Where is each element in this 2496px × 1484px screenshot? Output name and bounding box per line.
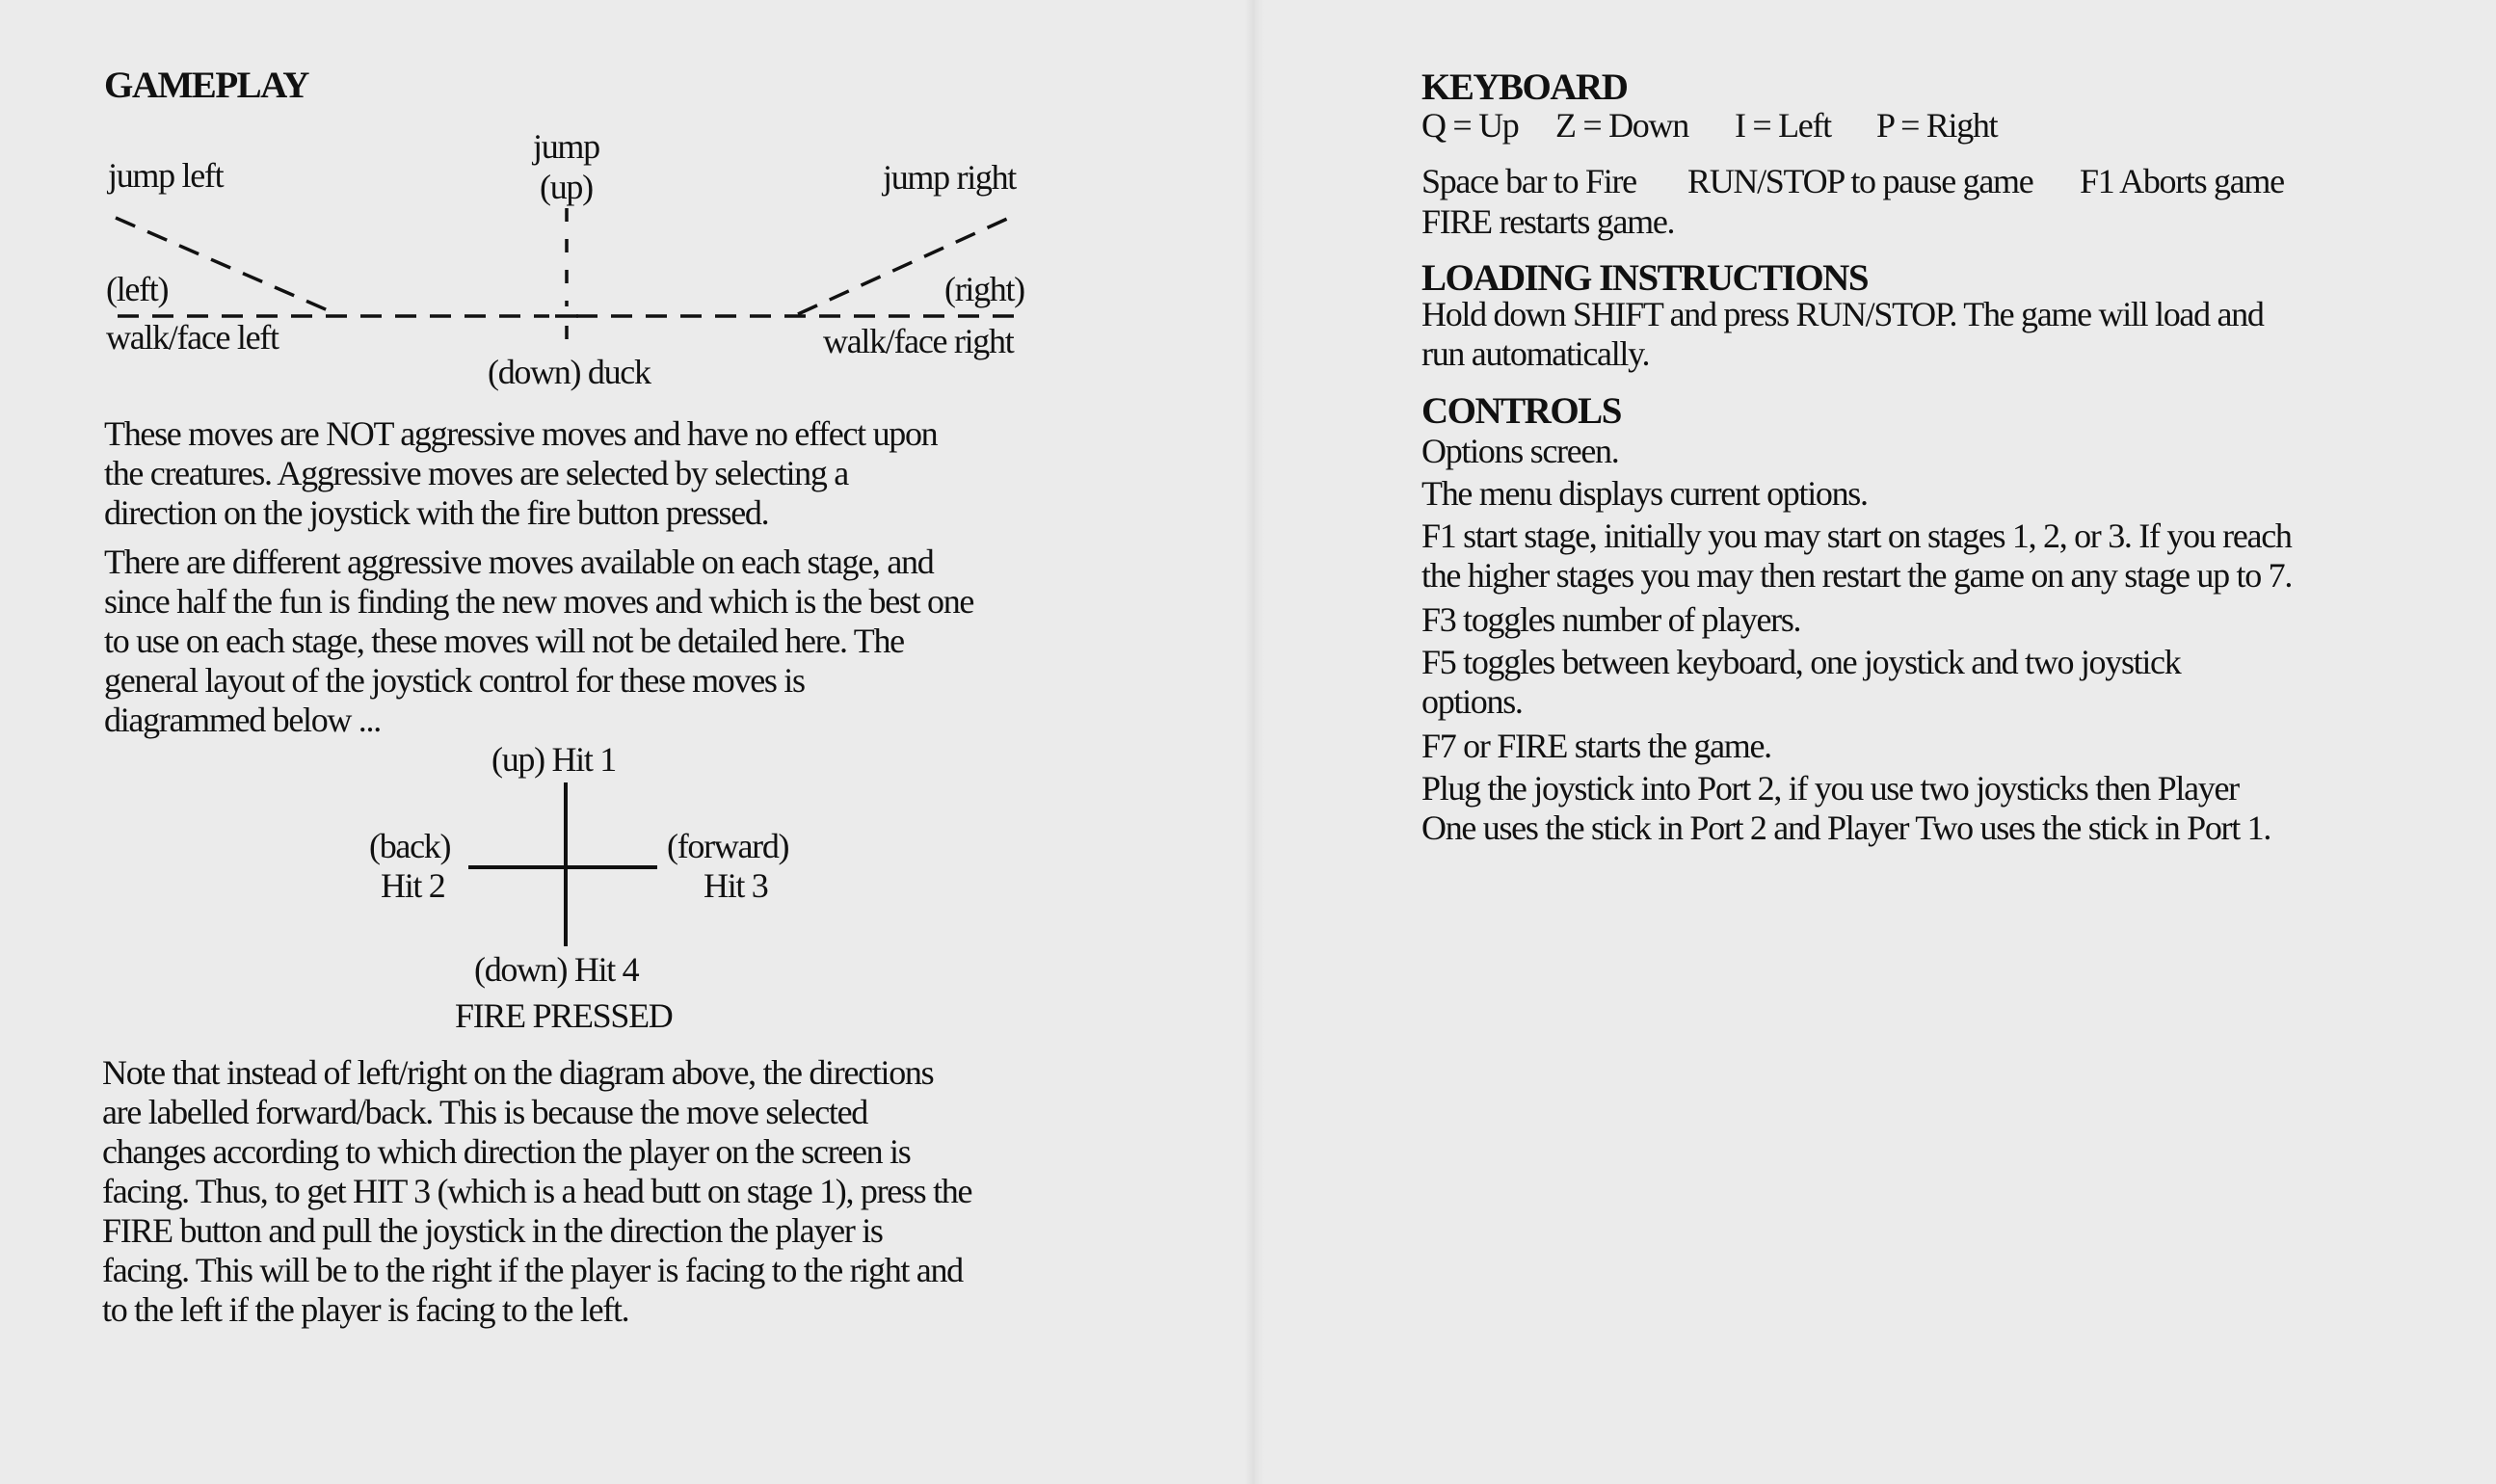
label-left: (left) [106, 270, 169, 308]
controls-line: One uses the stick in Port 2 and Player Two uses the stick in Port 1. [1421, 808, 2271, 847]
text-line: general layout of the joystick control for these moves is [104, 661, 805, 700]
label-down-duck: (down) duck [488, 353, 651, 391]
text-line: run automatically. [1421, 334, 1650, 373]
controls-heading: CONTROLS [1421, 390, 1621, 432]
controls-line: the higher stages you may then restart the game on any stage up to 7. [1421, 556, 2293, 595]
text-line: FIRE button and pull the joystick in the direction the player is [102, 1211, 883, 1250]
page-fold [1245, 0, 1264, 1484]
label-forward: (forward) [667, 827, 789, 865]
label-jump-left: jump left [108, 156, 224, 195]
controls-line: F3 toggles number of players. [1421, 600, 1801, 639]
loading-paragraph [1421, 295, 2264, 374]
controls-line: options. [1421, 682, 1523, 721]
key-down: Z = Down [1555, 106, 1688, 145]
label-fire-pressed: FIRE PRESSED [455, 996, 673, 1035]
f1-aborts: F1 Aborts game [2080, 162, 2284, 200]
label-back: (back) [369, 827, 451, 865]
right-page [1264, 0, 2496, 1484]
text-line: are labelled forward/back. This is because the move selected [102, 1093, 867, 1131]
label-jump-right: jump right [883, 158, 1016, 197]
left-page [0, 0, 1245, 1484]
fire-restarts: FIRE restarts game. [1421, 202, 1675, 241]
text-line: the creatures. Aggressive moves are selected by selecting a [104, 454, 848, 492]
key-right: P = Right [1876, 106, 1998, 145]
text-line: direction on the joystick with the fire button pressed. [104, 493, 769, 532]
gameplay-heading: GAMEPLAY [104, 65, 308, 106]
controls-line: The menu displays current options. [1421, 474, 1868, 513]
text-line: diagrammed below ... [104, 701, 381, 739]
key-left: I = Left [1735, 106, 1831, 145]
controls-line: Options screen. [1421, 432, 1619, 470]
run-stop-pause: RUN/STOP to pause game [1687, 162, 2033, 200]
controls-line: F5 toggles between keyboard, one joystick and two joystick [1421, 643, 2181, 681]
loading-heading: LOADING INSTRUCTIONS [1421, 257, 1869, 299]
space-bar-fire: Space bar to Fire [1421, 162, 1636, 200]
text-line: to use on each stage, these moves will not be detailed here. The [104, 622, 904, 660]
text-line: facing. This will be to the right if the player is facing to the right and [102, 1251, 963, 1289]
key-up: Q = Up [1421, 106, 1519, 145]
label-down-hit4: (down) Hit 4 [474, 950, 639, 989]
text-line: to the left if the player is facing to the left. [102, 1290, 629, 1329]
text-line: Hold down SHIFT and press RUN/STOP. The game will load and [1421, 295, 2264, 333]
text-line: facing. Thus, to get HIT 3 (which is a head butt on stage 1), press the [102, 1172, 972, 1210]
text-line: since half the fun is finding the new moves and which is the best one [104, 582, 974, 621]
label-jump: jump [533, 127, 599, 166]
text-line: Note that instead of left/right on the diagram above, the directions [102, 1053, 934, 1092]
label-walk-right: walk/face right [823, 322, 1014, 360]
label-hit2: Hit 2 [381, 866, 445, 905]
label-right: (right) [944, 270, 1024, 308]
label-up: (up) [540, 168, 593, 206]
attack-diagram-cross [0, 0, 1245, 1060]
text-line: These moves are NOT aggressive moves and have no effect upon [104, 414, 938, 453]
keyboard-heading: KEYBOARD [1421, 66, 1628, 108]
text-line: changes according to which direction the player on the screen is [102, 1132, 911, 1171]
label-walk-left: walk/face left [106, 318, 279, 357]
label-up-hit1: (up) Hit 1 [491, 740, 616, 779]
label-hit3: Hit 3 [704, 866, 768, 905]
controls-line: Plug the joystick into Port 2, if you use two joysticks then Player [1421, 769, 2239, 808]
controls-line: F1 start stage, initially you may start on stages 1, 2, or 3. If you reach [1421, 517, 2292, 555]
gameplay-paragraph-3 [102, 1053, 971, 1330]
controls-line: F7 or FIRE starts the game. [1421, 727, 1771, 765]
text-line: There are different aggressive moves available on each stage, and [104, 543, 934, 581]
